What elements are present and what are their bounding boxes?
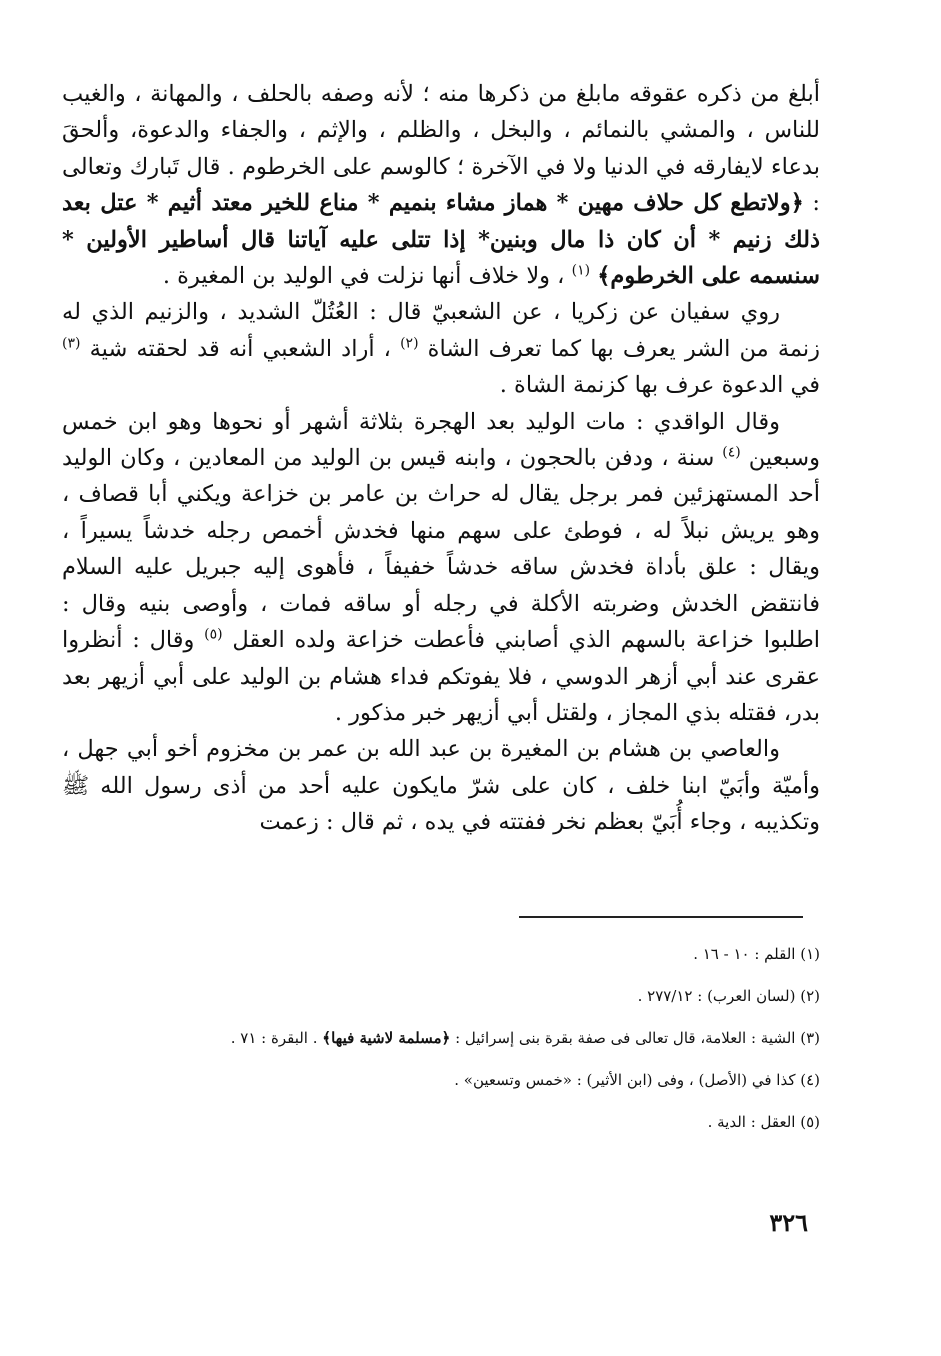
footnote-3-tail: . البقرة : ٧١ .	[230, 1029, 318, 1047]
quran-verse: ﴿ولاتطع كل حلاف مهين * هماز مشاء بنميم * مناع للخير معتد أثيم * عتل بعد ذلك زنيم * أن كان ذا مال وبنين* إذا تتلى عليه آياتنا قال أساطير الأولين * سنسمه على الخرطوم﴾	[62, 190, 820, 290]
footnote-3-quran: ﴿مسلمة لاشية فيها﴾	[322, 1029, 451, 1047]
footnote-ref-4[interactable]: (٤)	[722, 444, 741, 461]
paragraph-3-text: وقال الواقدي : مات الوليد بعد الهجرة بثلاثة أشهر أو نحوها وهو ابن خمس وسبعين	[62, 408, 820, 472]
paragraph-1-text-end: ، ولا خلاف أنها نزلت في الوليد بن المغيرة .	[162, 263, 565, 290]
paragraph-3	[62, 404, 820, 732]
paragraph-2-text-end: في الدعوة عرف بها كزنمة الشاة .	[499, 372, 820, 399]
footnotes-section	[120, 944, 820, 1154]
footnote-5: (٥) العقل : الدية .	[707, 1113, 820, 1131]
footnote-ref-1[interactable]: (١)	[571, 262, 591, 279]
footnote-1: (١) القلم : ١٠ - ١٦ .	[693, 945, 820, 963]
paragraph-2-text: روي سفيان عن زكريا ، عن الشعبيّ قال : العُتُلّ الشديد ، والزنيم الذي له زنمة من الشر يعرف بها كما تعرف الشاة	[62, 299, 821, 362]
paragraph-4	[62, 731, 820, 840]
paragraph-1	[62, 76, 820, 294]
footnote-4: (٤) كذا في (الأصل) ، وفى (ابن الأثير) : «خمس وتسعين» .	[454, 1071, 820, 1089]
footnote-ref-2[interactable]: (٢)	[400, 335, 419, 352]
main-text-block	[62, 76, 820, 841]
paragraph-3-text-end: وقال : أنظروا عقرى عند أبي أزهر الدوسي ، فلا يفوتكم فداء هشام بن الوليد على أبي أزيهر بعد بدر، فقتله بذي المجاز ، ولقتل أبي أزيهر خبر مذكور .	[62, 627, 820, 726]
footnote-3	[120, 1028, 820, 1048]
paragraph-4-text: والعاصي بن هشام بن المغيرة بن عبد الله بن عمر بن مخزوم أخو أبي جهل ، وأميّة وأبَيّ ابنا خلف ، كان على شرّ مايكون عليه أحد من أذى رسول الله ﷺ وتكذيبه ، وجاء أُبَيّ بعظم نخر ففتته في يده ، ثم قال : زعمت	[62, 736, 820, 836]
page-number: ٣٢٦	[769, 1208, 808, 1237]
paragraph-2	[62, 294, 820, 403]
footnote-ref-3[interactable]: (٣)	[62, 335, 81, 352]
footnote-3-text: (٣) الشية : العلامة، قال تعالى فى صفة بقرة بنى إسرائيل :	[450, 1029, 820, 1047]
footnote-ref-5[interactable]: (٥)	[204, 626, 223, 643]
paragraph-3-text-mid: سنة ، ودفن بالحجون ، وابنه قيس بن الوليد من المعادين ، وكان الوليد أحد المستهزئين فمر برجل يقال له حراث بن عامر بن خزاعة ويكني أبا قصاف ، وهو يريش نبلاً له ، فوطئ على سهم منها فخدش أخمص رجله خدشاً يسيراً ، ويقال : علق بأداة فخدش ساقه خدشاً خفيفاً ، فأهوى إليه جبريل عليه السلام فانتقض الخدش وضربته الأكلة في رجله أو ساقه فمات ، وأوصى بنيه وقال : اطلبوا خزاعة بالسهم الذي أصابني فأعطت خزاعة ولده العقل	[62, 445, 820, 654]
paragraph-1-text: أبلغ من ذكره عقوقه مابلغ من ذكرها منه ؛ لأنه وصفه بالحلف ، والمهانة ، والغيب للناس ، والمشي بالنمائم ، والبخل ، والظلم ، والإثم ، والجفاء والدعوة، وألحقَ بدعاء لايفارقه في الدنيا ولا في الآخرة ؛ كالوسم على الخرطوم . قال تَبارك وتعالى :	[62, 81, 820, 217]
footnote-separator	[519, 916, 803, 918]
paragraph-2-text-mid: ، أراد الشعبي أنه قد لحقته شية	[89, 335, 391, 362]
footnote-2: (٢) (لسان العرب) : ٢٧٧/١٢ .	[637, 987, 820, 1005]
